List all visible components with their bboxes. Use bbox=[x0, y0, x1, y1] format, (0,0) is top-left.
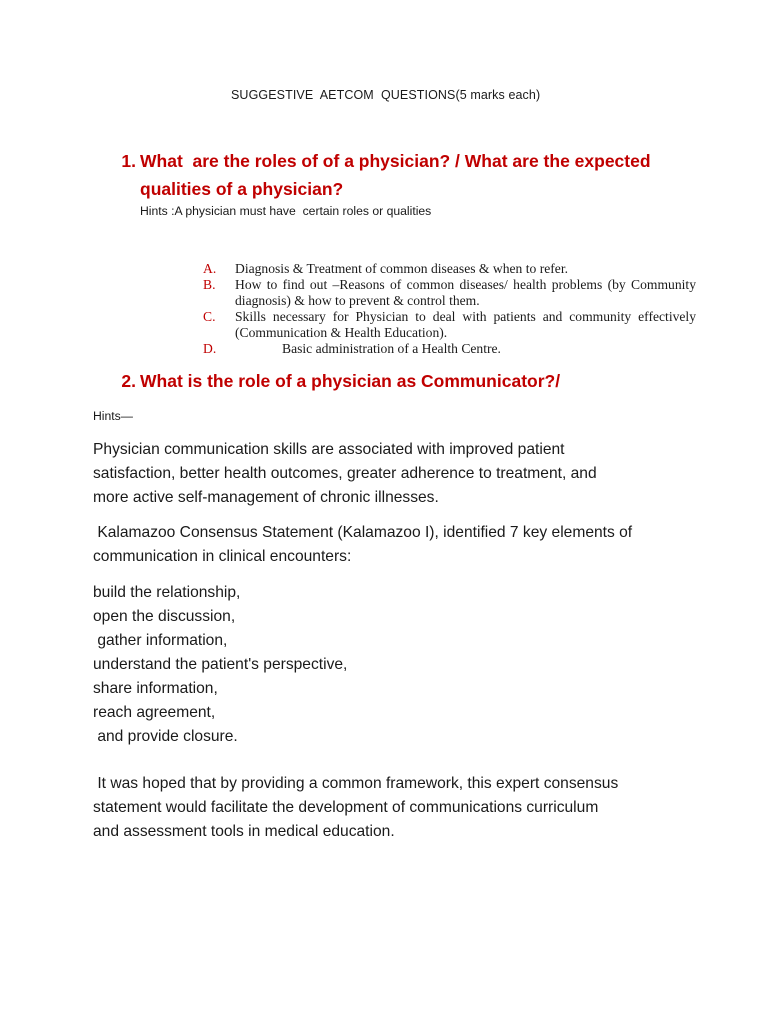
question-1-number: 1. bbox=[121, 151, 136, 171]
sublist-letter-c: C. bbox=[203, 309, 216, 324]
question-1-hint: Hints :A physician must have certain roles or qualities bbox=[140, 204, 432, 218]
list-item: and provide closure. bbox=[93, 728, 238, 745]
list-item: reach agreement, bbox=[93, 704, 216, 721]
communication-elements-list bbox=[93, 581, 347, 749]
sublist-item-d bbox=[200, 341, 696, 357]
list-item: build the relationship, bbox=[93, 584, 241, 601]
list-item: share information, bbox=[93, 680, 218, 697]
list-item: understand the patient's perspective, bbox=[93, 656, 348, 673]
sublist-letter-a: A. bbox=[203, 261, 217, 276]
sublist-text-c: Skills necessary for Physician to deal with patients and community effectively (Communication & Health Education). bbox=[235, 309, 696, 340]
paragraph-line: and assessment tools in medical education. bbox=[93, 823, 395, 840]
question-2-number: 2. bbox=[121, 371, 136, 391]
question-2 bbox=[112, 367, 712, 397]
question-1-line-2: qualities of a physician? bbox=[140, 179, 344, 199]
sublist-text-d: Basic administration of a Health Centre. bbox=[282, 341, 501, 356]
sublist-item-a bbox=[200, 261, 696, 277]
question-1-sublist bbox=[200, 261, 696, 357]
paragraph-line: It was hoped that by providing a common framework, this expert consensus bbox=[93, 775, 619, 792]
paragraph-communication-skills bbox=[93, 438, 673, 510]
paragraph-common-framework bbox=[93, 772, 673, 844]
paragraph-line: communication in clinical encounters: bbox=[93, 548, 352, 565]
question-1-line-1: What are the roles of of a physician? / What are the expected bbox=[140, 151, 651, 171]
paragraph-line: satisfaction, better health outcomes, greater adherence to treatment, and bbox=[93, 465, 597, 482]
paragraph-kalamazoo bbox=[93, 521, 673, 569]
question-1 bbox=[112, 147, 712, 207]
question-2-hint: Hints— bbox=[93, 409, 133, 423]
sublist-text-b: How to find out –Reasons of common diseases/ health problems (by Community diagnosis) & how to prevent & control them. bbox=[235, 277, 696, 308]
paragraph-line: more active self-management of chronic illnesses. bbox=[93, 489, 439, 506]
list-item: gather information, bbox=[93, 632, 228, 649]
sublist-item-b bbox=[200, 277, 696, 309]
sublist-item-c bbox=[200, 309, 696, 341]
question-2-line-1: What is the role of a physician as Communicator?/ bbox=[140, 371, 561, 391]
sublist-text-a: Diagnosis & Treatment of common diseases & when to refer. bbox=[235, 261, 568, 276]
document-title: SUGGESTIVE AETCOM QUESTIONS(5 marks each) bbox=[231, 88, 541, 102]
sublist-letter-b: B. bbox=[203, 277, 216, 292]
paragraph-line: Kalamazoo Consensus Statement (Kalamazoo I), identified 7 key elements of bbox=[93, 524, 633, 541]
list-item: open the discussion, bbox=[93, 608, 236, 625]
paragraph-line: statement would facilitate the development of communications curriculum bbox=[93, 799, 599, 816]
paragraph-line: Physician communication skills are associated with improved patient bbox=[93, 441, 565, 458]
sublist-letter-d: D. bbox=[203, 341, 217, 356]
